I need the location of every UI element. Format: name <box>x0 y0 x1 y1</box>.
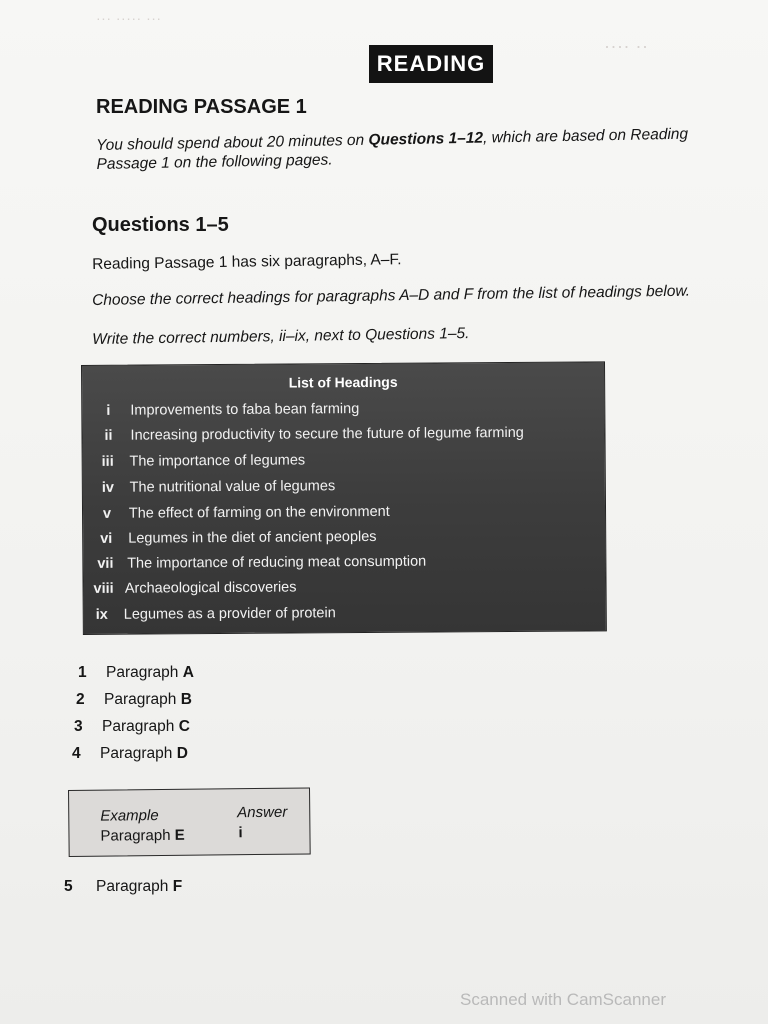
question-number: 1 <box>78 664 87 681</box>
question-letter: B <box>180 691 192 708</box>
question-2 <box>76 691 192 709</box>
heading-number: ii <box>104 427 113 444</box>
heading-number: viii <box>93 580 114 597</box>
question-label: Paragraph <box>106 664 179 681</box>
question-1 <box>78 664 194 682</box>
question-number: 2 <box>76 691 85 708</box>
heading-item <box>88 529 376 547</box>
intro-instruction <box>96 124 717 174</box>
heading-item <box>89 504 390 522</box>
heading-text: The importance of legumes <box>129 452 306 470</box>
heading-number: i <box>106 402 111 419</box>
example-paragraph <box>100 827 184 845</box>
question-number: 3 <box>74 718 83 735</box>
instruction-choose-headings: Choose the correct headings for paragraphs A–D and F from the list of headings below. <box>92 282 691 309</box>
answer-header: Answer <box>237 803 288 822</box>
heading-text: The nutritional value of legumes <box>129 478 336 496</box>
scanner-watermark: Scanned with CamScanner <box>460 990 667 1009</box>
question-label: Paragraph <box>104 691 177 708</box>
show-through-text: ··· ····· ··· <box>96 10 162 26</box>
example-label: Paragraph <box>100 826 171 845</box>
example-answer: i <box>238 824 243 842</box>
heading-text: The effect of farming on the environment <box>128 503 390 522</box>
question-5 <box>64 878 182 896</box>
heading-item <box>90 452 306 470</box>
instruction-write-numbers: Write the correct numbers, ii–ix, next to Questions 1–5. <box>92 325 470 348</box>
instruction-paragraph-count: Reading Passage 1 has six paragraphs, A–F. <box>92 251 402 273</box>
intro-text-bold: Questions 1–12 <box>368 129 484 149</box>
question-label: Paragraph <box>100 745 173 762</box>
heading-text: The importance of reducing meat consumption <box>127 553 427 572</box>
question-letter: C <box>178 718 190 735</box>
question-letter: D <box>176 745 188 762</box>
example-box <box>68 787 311 857</box>
heading-text: Legumes as a provider of protein <box>123 605 336 623</box>
heading-item <box>84 605 336 623</box>
list-of-headings-box <box>81 361 607 635</box>
heading-item <box>86 580 297 597</box>
heading-item <box>90 425 523 444</box>
question-letter: F <box>172 878 183 895</box>
passage-title: READING PASSAGE 1 <box>96 96 307 118</box>
show-through-text: ···· ·· <box>604 36 649 56</box>
heading-number: vi <box>100 530 113 547</box>
question-4 <box>72 745 188 763</box>
intro-text-start: You should spend about 20 minutes on <box>96 131 369 154</box>
question-number: 5 <box>64 878 73 895</box>
question-label: Paragraph <box>96 878 169 895</box>
heading-number: iv <box>101 479 114 496</box>
heading-text: Improvements to faba bean farming <box>130 401 360 419</box>
heading-item <box>87 554 426 572</box>
section-badge: READING <box>369 45 493 83</box>
question-number: 4 <box>72 745 81 762</box>
questions-heading: Questions 1–5 <box>92 214 229 236</box>
question-label: Paragraph <box>102 718 175 735</box>
example-header: Example <box>100 807 159 825</box>
list-of-headings-title: List of Headings <box>288 373 398 391</box>
heading-number: ix <box>95 606 108 623</box>
example-letter: E <box>174 826 185 844</box>
heading-text: Increasing productivity to secure the future of legume farming <box>130 424 524 444</box>
heading-text: Legumes in the diet of ancient peoples <box>128 528 377 547</box>
question-3 <box>74 718 190 736</box>
question-letter: A <box>182 664 194 681</box>
heading-number: iii <box>101 453 114 470</box>
heading-number: v <box>102 505 112 522</box>
heading-text: Archaeological discoveries <box>124 579 297 597</box>
heading-item <box>90 478 335 496</box>
heading-item <box>90 401 359 419</box>
intro-text-end: , which are based on Reading Passage 1 on the following pages. <box>96 125 689 173</box>
heading-number: vii <box>97 555 114 572</box>
